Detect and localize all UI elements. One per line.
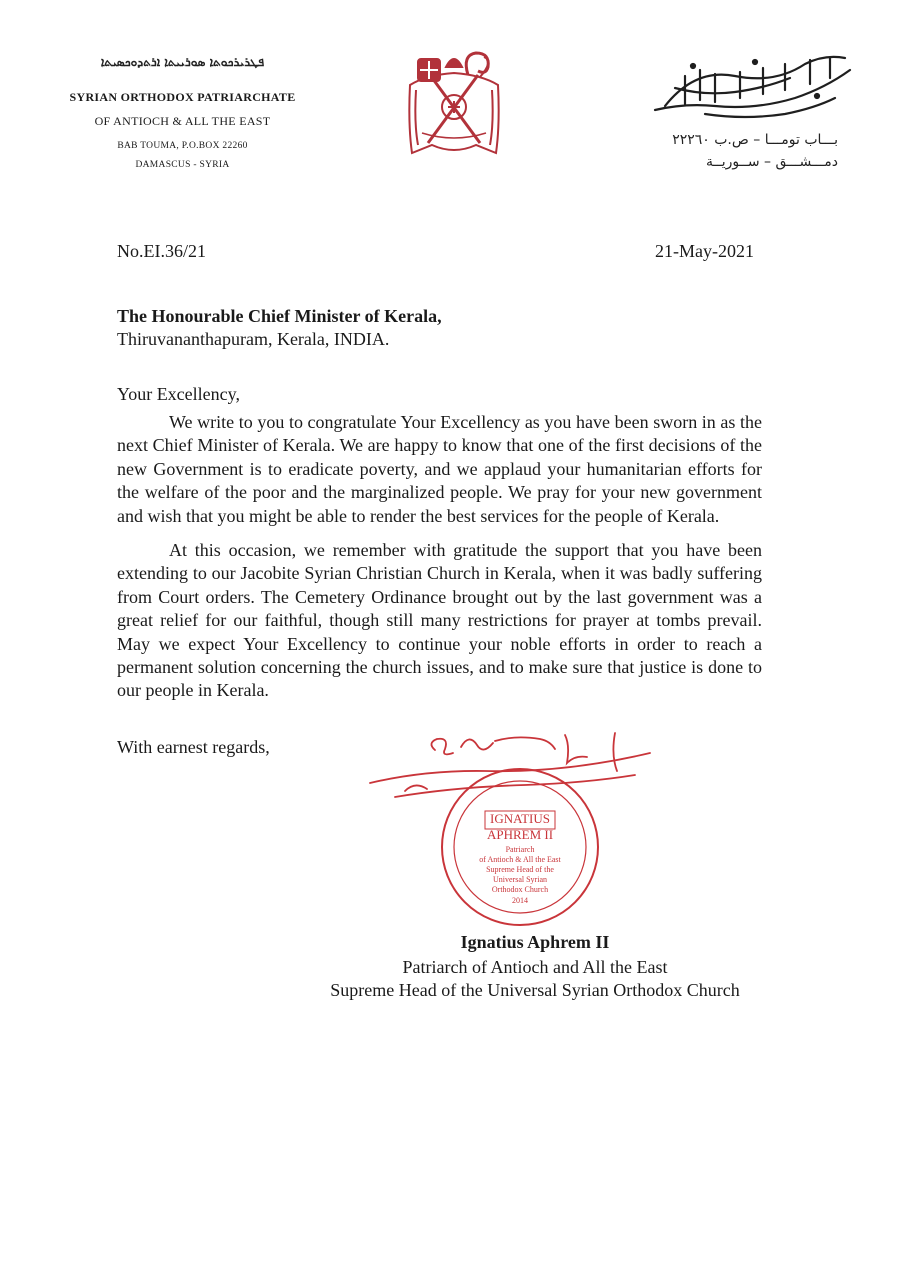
seal-line-3: Patriarch <box>505 845 535 854</box>
handwritten-signature-icon <box>370 733 650 797</box>
signature-and-seal <box>365 725 655 930</box>
signatory-name: Ignatius Aphrem II <box>460 932 610 952</box>
coat-of-arms-icon <box>402 45 506 160</box>
seal-year: 2014 <box>512 896 528 905</box>
seal-line-1: IGNATIUS <box>490 811 550 826</box>
letter-date: 21-May-2021 <box>655 241 754 261</box>
signatory-title-2: Supreme Head of the Universal Syrian Orthodox Church <box>330 980 740 1000</box>
closing: With earnest regards, <box>117 737 270 757</box>
seal-line-4: of Antioch & All the East <box>479 855 561 864</box>
arabic-calligraphy-logo-icon <box>645 48 860 128</box>
letter-body <box>117 411 762 714</box>
syriac-heading: ܦܛܪܝܪܟܘܬܐ ܣܘܪܝܝܬܐ ܐܪܬܕܘܟܣܝܬܐ <box>100 55 265 69</box>
seal-line-5: Supreme Head of the <box>486 865 554 874</box>
arabic-address-line-2: دمـــشـــق – ســوريــة <box>706 154 838 170</box>
arabic-address-line-1: بـــاب تومـــا – ص.ب ٢٢٢٦٠ <box>672 132 838 148</box>
recipient-title: The Honourable Chief Minister of Kerala, <box>117 306 442 326</box>
body-paragraph: We write to you to congratulate Your Excellency as you have been sworn in as the next Chief Minister of Kerala. We are happy to know that one of the first decisions of the new Government is to eradicate poverty, and we applaud your humanitarian efforts for the welfare of the poor and the marginalized people. We pray for your new government and wish that you might be able to render the best services for the people of Kerala. <box>117 412 762 526</box>
signatory-title-1: Patriarch of Antioch and All the East <box>402 957 668 977</box>
organization-name: SYRIAN ORTHODOX PATRIARCHATE <box>69 90 296 104</box>
seal-line-2: APHREM II <box>486 827 554 842</box>
letterhead-arabic <box>645 48 860 172</box>
seal-line-6: Universal Syrian <box>493 875 547 884</box>
recipient-address: Thiruvananthapuram, Kerala, INDIA. <box>117 329 390 349</box>
address-line-2: DAMASCUS - SYRIA <box>135 160 230 170</box>
address-line-1: BAB TOUMA, P.O.BOX 22260 <box>117 141 248 151</box>
letterhead-english <box>40 55 325 179</box>
body-paragraph: At this occasion, we remember with gratitude the support that you have been extending to our Jacobite Syrian Christian Church in Kerala, when it was badly suffering from Court orders. The Cemetery Ordinance brought out by the last government was a great relief for our faithful, though still many restrictions for prayer at tombs prevail. May we expect Your Excellency to continue your noble efforts in order to reach a permanent solution concerning the church issues, and to make sure that justice is done to our people in Kerala. <box>117 540 762 701</box>
letter-reference: No.EI.36/21 <box>117 241 206 261</box>
organization-subtitle: OF ANTIOCH & ALL THE EAST <box>94 114 271 128</box>
recipient-block <box>117 305 442 351</box>
seal-line-7: Orthodox Church <box>491 885 549 894</box>
salutation: Your Excellency, <box>117 384 240 404</box>
